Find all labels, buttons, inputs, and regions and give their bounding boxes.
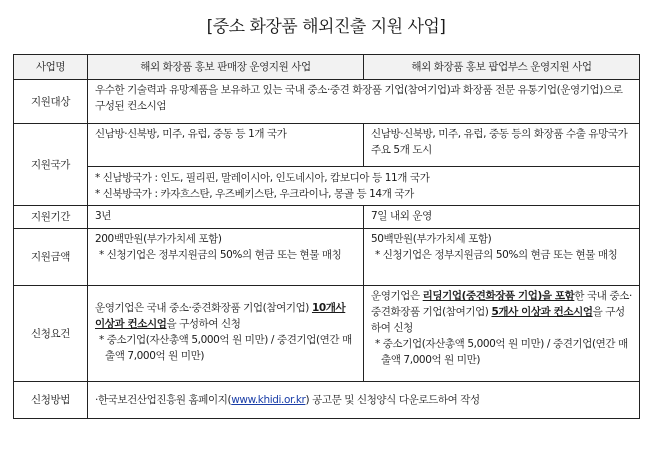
country-row xyxy=(14,124,640,167)
period-row xyxy=(14,206,640,229)
method-label: 신청방법 xyxy=(14,382,88,419)
country-label: 지원국가 xyxy=(14,124,88,206)
khidi-homepage-link[interactable]: www.khidi.or.kr xyxy=(231,394,306,406)
target-row xyxy=(14,80,640,124)
period-label: 지원기간 xyxy=(14,206,88,229)
period-popup-booth: 7일 내외 운영 xyxy=(364,206,640,229)
amount-sales-store-value: 200백만원(부가가치세 포함) xyxy=(95,233,222,245)
header-sales-store-program: 해외 화장품 홍보 판매장 운영지원 사업 xyxy=(88,55,364,80)
requirements-sales-store-note: * 중소기업(자산총액 5,000억 원 미만) / 중견기업(연간 매출액 7,000억 원 미만) xyxy=(99,334,352,362)
requirements-sales-store-text: 운영기업은 국내 중소·중견화장품 기업(참여기업) 10개사 이상과 컨소시엄을 구성하여 신청 xyxy=(95,302,346,330)
target-label: 지원대상 xyxy=(14,80,88,124)
amount-popup-booth-note: * 신청기업은 정부지원금의 50%의 현금 또는 현물 매칭 xyxy=(375,249,618,261)
amount-sales-store xyxy=(88,229,364,286)
header-row xyxy=(14,55,640,80)
country-notes-row xyxy=(14,167,640,206)
support-program-table xyxy=(13,54,640,419)
requirements-row xyxy=(14,286,640,382)
amount-popup-booth xyxy=(364,229,640,286)
method-row xyxy=(14,382,640,419)
requirements-popup-booth xyxy=(364,286,640,382)
period-sales-store: 3년 xyxy=(88,206,364,229)
requirements-label: 신청요건 xyxy=(14,286,88,382)
country-sales-store: 신남방·신북방, 미주, 유럽, 중동 등 1개 국가 xyxy=(88,124,364,167)
requirements-popup-booth-text: 운영기업은 리딩기업(중견화장품 기업)을 포함한 국내 중소·중견화장품 기업(참여기업) 5개사 이상과 컨소시엄을 구성하여 신청 xyxy=(371,290,632,334)
country-notes xyxy=(88,167,640,206)
amount-label: 지원금액 xyxy=(14,229,88,286)
country-popup-booth: 신남방·신북방, 미주, 유럽, 중동 등의 화장품 수출 유망국가 주요 5개 도시 xyxy=(364,124,640,167)
country-note-new-south: * 신남방국가 : 인도, 필리핀, 말레이시아, 인도네시아, 캄보디아 등 11개 국가 xyxy=(95,172,430,184)
header-program-name: 사업명 xyxy=(14,55,88,80)
requirements-popup-booth-note: * 중소기업(자산총액 5,000억 원 미만) / 중견기업(연간 매출액 7,000억 원 미만) xyxy=(375,338,628,366)
header-popup-booth-program: 해외 화장품 홍보 팝업부스 운영지원 사업 xyxy=(364,55,640,80)
amount-popup-booth-value: 50백만원(부가가치세 포함) xyxy=(371,233,492,245)
target-text: 우수한 기술력과 유망제품을 보유하고 있는 국내 중소·중견 화장품 기업(참여기업)과 화장품 전문 유통기업(운영기업)으로 구성된 컨소시엄 xyxy=(88,80,640,124)
country-note-new-north: * 신북방국가 : 카자흐스탄, 우즈베키스탄, 우크라이나, 몽골 등 14개 국가 xyxy=(95,188,414,200)
amount-row xyxy=(14,229,640,286)
requirements-sales-store xyxy=(88,286,364,382)
amount-sales-store-note: * 신청기업은 정부지원금의 50%의 현금 또는 현물 매칭 xyxy=(99,249,342,261)
page-title: [중소 화장품 해외진출 지원 사업] xyxy=(206,17,446,37)
method-text: ·한국보건산업진흥원 홈페이지(www.khidi.or.kr) 공고문 및 신청양식 다운로드하여 작성 xyxy=(88,382,640,419)
